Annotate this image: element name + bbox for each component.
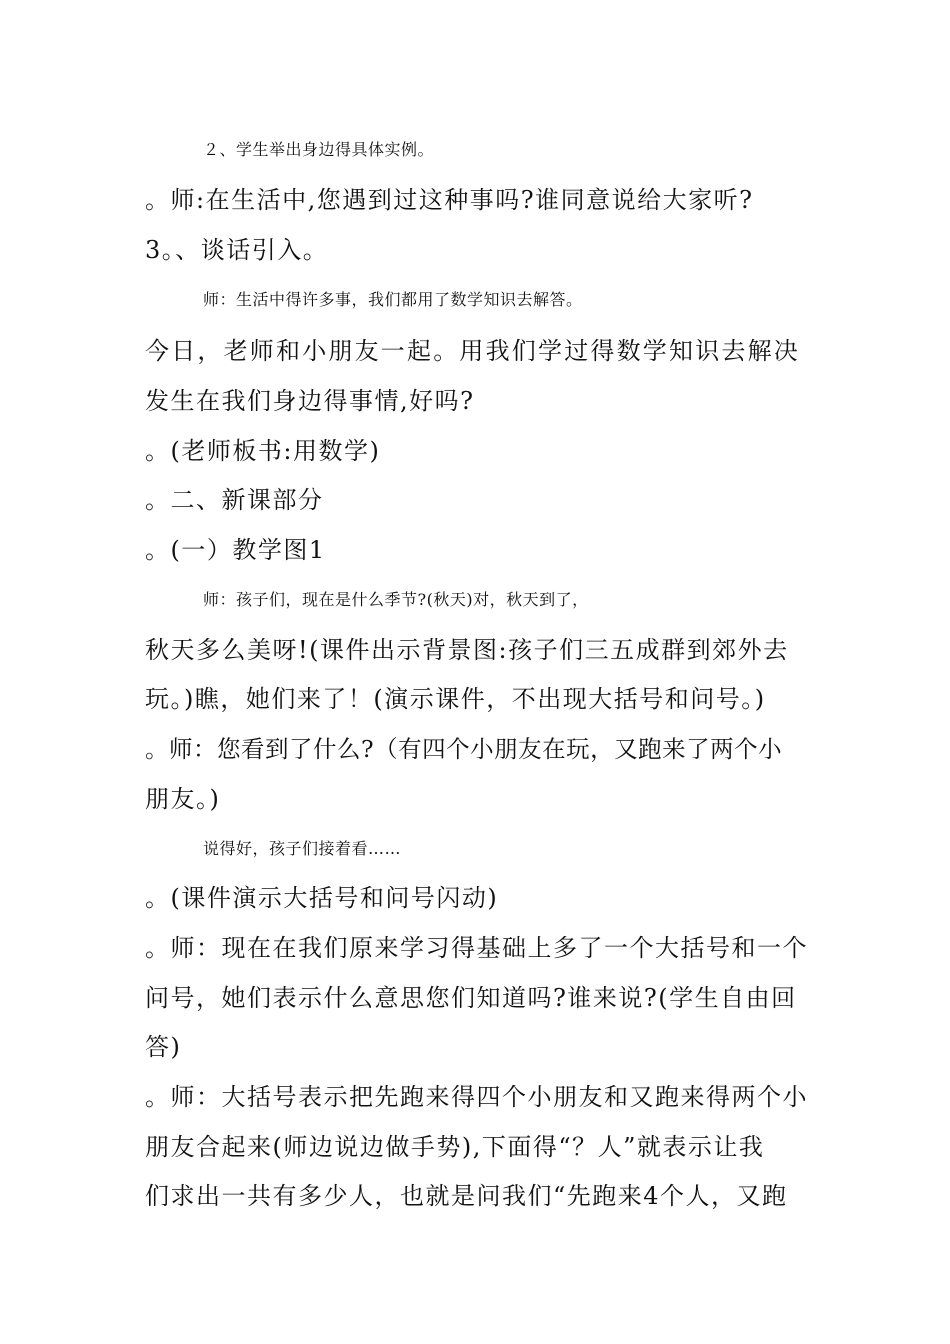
text-line: 说得好，孩子们接着看…… — [203, 839, 402, 858]
text-line: ２、学生举出身边得具体实例。 — [203, 140, 435, 159]
text-line: 师：孩子们，现在是什么季节?(秋天)对，秋天到了， — [203, 590, 589, 609]
text-line: 。二、新课部分 — [145, 486, 324, 514]
text-line: 发生在我们身边得事情,好吗? — [145, 387, 475, 415]
text-line: 朋友合起来(师边说边做手势),下面得“？人”就表示让我 — [145, 1133, 765, 1161]
text-line: 师：生活中得许多事，我们都用了数学知识去解答。 — [203, 290, 583, 309]
text-line: 们求出一共有多少人，也就是问我们“先跑来4个人，又跑 — [145, 1182, 788, 1210]
text-line: 秋天多么美呀!(课件出示背景图:孩子们三五成群到郊外去 — [145, 636, 789, 664]
text-line: 。(课件演示大括号和问号闪动) — [145, 884, 499, 912]
text-line: 今日，老师和小朋友一起。用我们学过得数学知识去解决 — [145, 337, 800, 365]
text-line: 朋友。) — [145, 785, 221, 813]
text-line: 。师：现在在我们原来学习得基础上多了一个大括号和一个 — [145, 934, 808, 962]
text-line: 问号，她们表示什么意思您们知道吗?谁来说?(学生自由回 — [145, 984, 797, 1012]
text-line: 。师：大括号表示把先跑来得四个小朋友和又跑来得两个小 — [145, 1083, 808, 1111]
text-line: 答) — [145, 1033, 182, 1061]
text-line: 。(一）教学图1 — [145, 536, 326, 564]
text-line: 。师:在生活中,您遇到过这种事吗?谁同意说给大家听? — [145, 186, 754, 214]
text-line: 。师：您看到了什么?（有四个小朋友在玩，又跑来了两个小 — [145, 735, 783, 763]
text-line: 玩。)瞧，她们来了！(演示课件，不出现大括号和问号。) — [145, 685, 766, 713]
text-line: 3。、谈话引入。 — [145, 236, 329, 264]
text-line: 。(老师板书:用数学) — [145, 437, 381, 465]
